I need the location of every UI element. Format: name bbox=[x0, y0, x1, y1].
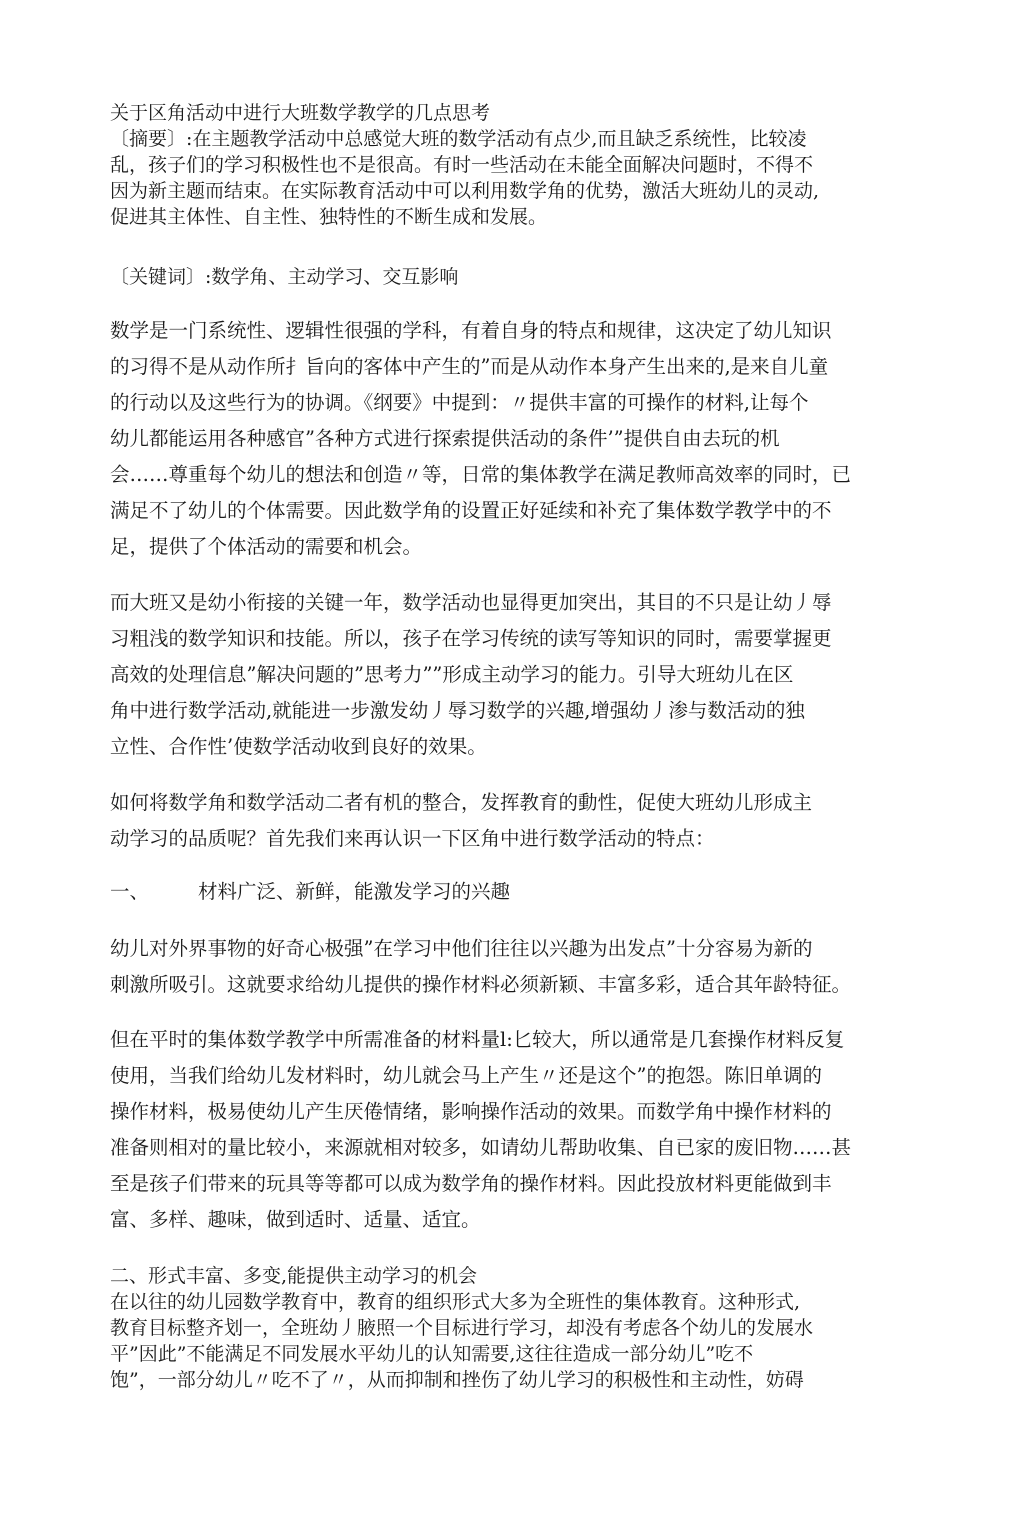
paragraph-5 bbox=[110, 1022, 910, 1238]
abstract-block bbox=[110, 100, 910, 230]
paragraph-line: 刺激所吸引。这就要求给幼儿提供的操作材料必须新颖、丰富多彩，适合其年龄特征。 bbox=[110, 973, 852, 996]
section-number: 一、 bbox=[110, 880, 150, 903]
paragraph-line: 习粗浅的数学知识和技能。所以，孩子在学习传统的读写等知识的同时，需要掌握更 bbox=[110, 627, 832, 650]
paragraph-line: 平”因此”不能满足不同发展水平幼儿的认知需要,这往往造成一部分幼儿”吃不 bbox=[110, 1343, 754, 1365]
paragraph-line: 会……尊重每个幼儿的想法和创造〃等，日常的集体教学在满足教师高效率的同时，已 bbox=[110, 463, 852, 486]
paragraph-line: 幼儿对外界事物的好奇心极强”在学习中他们往往以兴趣为出发点”十分容易为新的 bbox=[110, 937, 813, 960]
paragraph-2 bbox=[110, 585, 910, 765]
abstract-line: 乱，孩子们的学习积极性也不是很高。有时一些活动在未能全面解决问题时，不得不 bbox=[110, 154, 814, 176]
paragraph-4 bbox=[110, 931, 910, 1003]
paragraph-line: 足，提供了个体活动的需要和机会。 bbox=[110, 535, 423, 558]
paragraph-line: 幼儿都能运用各种感官”各种方式进行探索提供活动的条件’”提供自由去玩的机 bbox=[110, 427, 780, 450]
abstract-line: 促进其主体性、自主性、独特性的不断生成和发展。 bbox=[110, 206, 548, 228]
paragraph-line: 角中进行数学活动,就能进一步激发幼丿辱习数学的兴趣,增强幼丿渗与数活动的独 bbox=[110, 699, 805, 722]
paragraph-line: 数学是一门系统性、逻辑性很强的学科，有着自身的特点和规律，这决定了幼儿知识 bbox=[110, 319, 832, 342]
keywords-line: 〔关键词〕:数学角、主动学习、交互影响 bbox=[110, 266, 459, 288]
paragraph-line: 的习得不是从动作所扌旨向的客体中产生的”而是从动作本身产生出来的,是来自儿童 bbox=[110, 355, 829, 378]
section-1-heading bbox=[110, 874, 910, 910]
paragraph-line: 准备则相对的量比较小，来源就相对较多，如请幼儿帮助收集、自已家的废旧物……甚 bbox=[110, 1136, 852, 1159]
section-title: 材料广泛、新鲜，能激发学习的兴趣 bbox=[198, 880, 511, 903]
paragraph-line: 但在平时的集体数学教学中所需准备的材料量l:匕较大，所以通常是几套操作材料反复 bbox=[110, 1028, 845, 1051]
paragraph-line: 至是孩子们带来的玩具等等都可以成为数学角的操作材料。因此投放材料更能做到丰 bbox=[110, 1172, 832, 1195]
paragraph-1 bbox=[110, 313, 910, 565]
section-2-block bbox=[110, 1263, 910, 1393]
paragraph-line: 的行动以及这些行为的协调。《纲要》中提到：〃提供丰富的可操作的材料,让每个 bbox=[110, 391, 809, 414]
section-2-heading: 二、形式丰富、多变,能提供主动学习的机会 bbox=[110, 1265, 478, 1287]
paragraph-line: 如何将数学角和数学活动二者有机的整合，发挥教育的動性，促使大班幼儿形成主 bbox=[110, 791, 813, 814]
keywords-block bbox=[110, 264, 910, 290]
abstract-line: 〔摘要〕:在主题教学活动中总感觉大班的数学活动有点少,而且缺乏系统性，比较凌 bbox=[110, 128, 807, 150]
paragraph-line: 满足不了幼儿的个体需要。因此数学角的设置正好延续和补充了集体数学教学中的不 bbox=[110, 499, 832, 522]
abstract-line: 因为新主题而结束。在实际教育活动中可以利用数学角的优势，激活大班幼儿的灵动, bbox=[110, 180, 820, 202]
paragraph-line: 而大班又是幼小衔接的关键一年，数学活动也显得更加突出，其目的不只是让幼丿辱 bbox=[110, 591, 832, 614]
paragraph-line: 动学习的品质呢？首先我们来再认识一下区角中进行数学活动的特点： bbox=[110, 827, 715, 850]
paragraph-line: 饱”，一部分幼儿〃吃不了〃，从而抑制和挫伤了幼儿学习的积极性和主动性，妨碍 bbox=[110, 1369, 804, 1391]
paragraph-3 bbox=[110, 785, 910, 857]
paragraph-line: 高效的处理信息”解决问题的”思考力””形成主动学习的能力。引导大班幼儿在区 bbox=[110, 663, 794, 686]
paragraph-line: 教育目标整齐划一，全班幼丿腋照一个目标进行学习，却没有考虑各个幼儿的发展水 bbox=[110, 1317, 814, 1339]
paragraph-line: 立性、合作性’使数学活动收到良好的效果。 bbox=[110, 735, 487, 758]
document-title: 关于区角活动中进行大班数学教学的几点思考 bbox=[110, 102, 491, 124]
paragraph-line: 操作材料，极易使幼儿产生厌倦情绪，影响操作活动的效果。而数学角中操作材料的 bbox=[110, 1100, 832, 1123]
paragraph-line: 使用，当我们给幼儿发材料时，幼儿就会马上产生〃还是这个”的抱怨。陈旧单调的 bbox=[110, 1064, 822, 1087]
paragraph-line: 富、多样、趣味，做到适时、适量、适宜。 bbox=[110, 1208, 481, 1231]
paragraph-line: 在以往的幼儿园数学教育中，教育的组织形式大多为全班性的集体教育。这种形式, bbox=[110, 1291, 801, 1313]
